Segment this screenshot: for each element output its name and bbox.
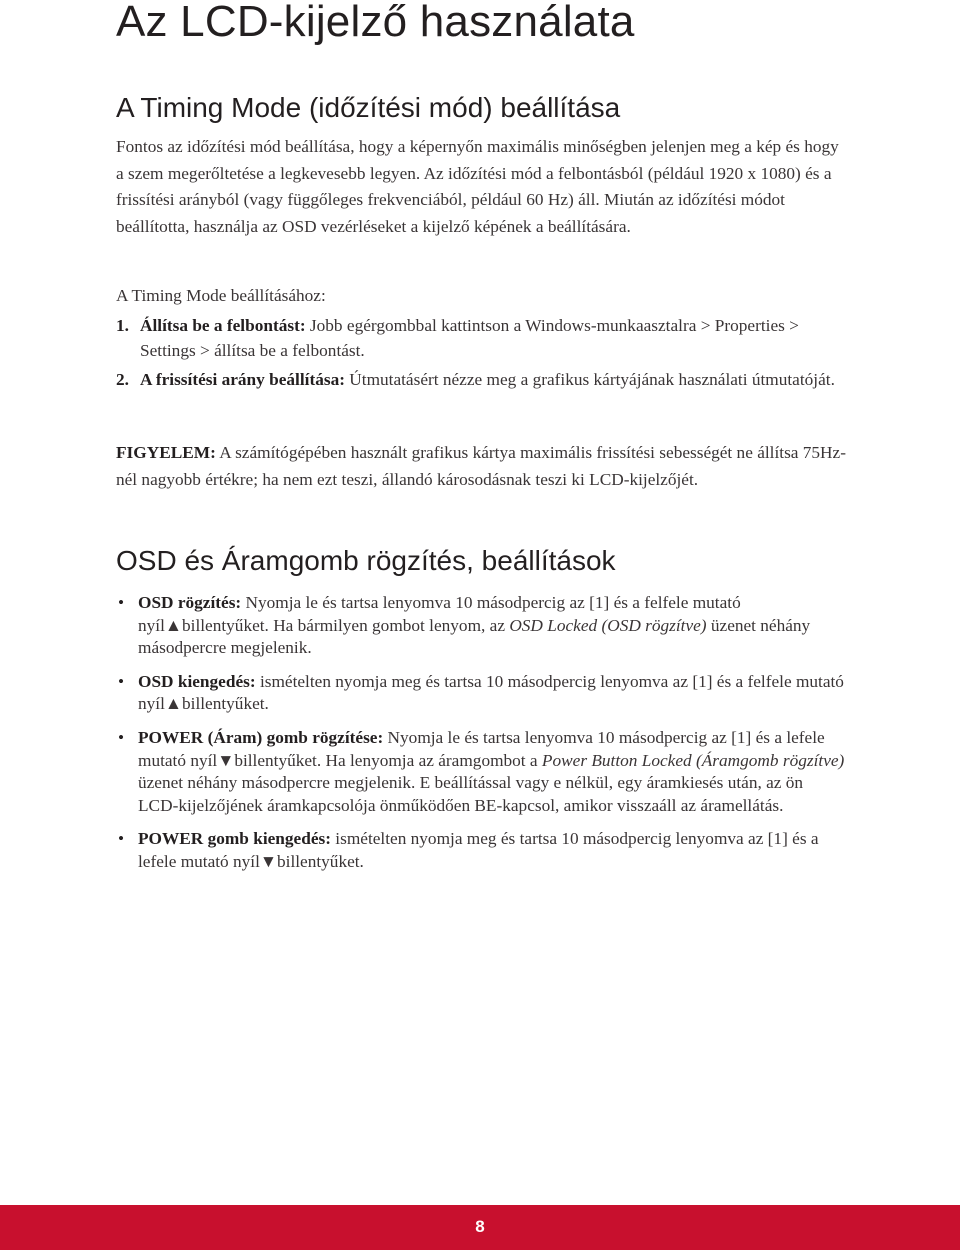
- item-text: Nyomja le és tartsa lenyomva 10 másodpercig az [1] és a lefele mutató nyíl: [138, 727, 825, 770]
- osd-heading: OSD és Áramgomb rögzítés, beállítások: [116, 545, 616, 576]
- item-text-end: üzenet néhány másodpercre megjelenik.: [138, 615, 811, 658]
- step-text: Útmutatásért nézze meg a grafikus kártyájának használati útmutatóját.: [344, 370, 835, 389]
- item-text-continued: billentyűket. Ha lenyomja az áramgombot a: [234, 750, 542, 770]
- bullet-icon: •: [118, 671, 125, 691]
- item-text-end: üzenet néhány másodpercre megjelenik. E beállítással vagy e nélkül, egy áramkiesés után, az ön LCD-kijelzőjének áramkapcsolója önműködően BE-kapcsol, amikor visszaáll az áramellátás.: [138, 773, 804, 815]
- down-arrow-icon: ▼: [217, 750, 235, 770]
- list-item-osd-lock: [116, 592, 846, 660]
- list-item-osd-unlock: [116, 671, 846, 716]
- step-label: Állítsa be a felbontást:: [140, 316, 306, 335]
- bullet-icon: •: [118, 829, 125, 849]
- warning-paragraph: [116, 440, 846, 493]
- step-label: A frissítési arány beállítása:: [140, 370, 345, 389]
- page-number: 8: [475, 1217, 485, 1236]
- item-text-continued: billentyűket.: [182, 694, 269, 714]
- power-locked-message: Power Button Locked (Áramgomb rögzítve): [541, 750, 845, 770]
- item-label: OSD kiengedés:: [138, 671, 256, 691]
- warning-label: FIGYELEM:: [116, 443, 216, 462]
- bullet-icon: •: [118, 593, 125, 612]
- timing-intro-paragraph: Fontos az időzítési mód beállítása, hogy a képernyőn maximális minőségben jelenjen meg a kép és hogy a szem megerőltetése a legkevesebb legyen. Az időzítési mód a felbontásból (például 1920 x 1080) és a frissítési arányból (vagy függőleges frekvenciából, például 60 Hz) áll. Miután az időzítési módot beállította, használja az OSD vezérléseket a kijelző képének a beállítására.: [116, 137, 839, 236]
- step-text: Jobb egérgombbal kattintson a Windows-munkaasztalra > Properties > Settings > állítsa be a felbontást.: [140, 316, 799, 360]
- down-arrow-icon: ▼: [259, 851, 277, 871]
- up-arrow-icon: ▲: [164, 694, 182, 714]
- item-text-continued: billentyűket.: [277, 851, 364, 871]
- timing-step-2: [116, 368, 846, 393]
- timing-steps-intro: A Timing Mode beállításához:: [116, 286, 326, 305]
- bullet-icon: •: [118, 727, 125, 747]
- item-label: POWER (Áram) gomb rögzítése:: [138, 727, 384, 747]
- up-arrow-icon: ▲: [164, 615, 182, 635]
- osd-locked-message: OSD Locked (OSD rögzítve): [509, 615, 707, 635]
- item-text: ismételten nyomja meg és tartsa 10 másodpercig lenyomva az [1] és a felfele mutató nyíl: [138, 671, 844, 714]
- item-text: Nyomja le és tartsa lenyomva 10 másodpercig az [1] és a felfele mutató nyíl: [138, 593, 741, 635]
- osd-bullet-list: [116, 592, 846, 874]
- item-label: POWER gomb kiengedés:: [138, 829, 331, 849]
- list-item-power-lock: [116, 727, 846, 817]
- item-text: ismételten nyomja meg és tartsa 10 másodpercig lenyomva az [1] és a lefele mutató nyíl: [138, 829, 819, 871]
- footer-bar: [0, 1205, 960, 1250]
- step-number: 1.: [116, 316, 129, 335]
- timing-step-1: [116, 314, 846, 363]
- item-label: OSD rögzítés:: [138, 593, 242, 612]
- step-number: 2.: [116, 370, 129, 389]
- page-title: Az LCD-kijelző használata: [116, 0, 635, 46]
- warning-text: A számítógépében használt grafikus kártya maximális frissítési sebességét ne állítsa 75Hz-nél nagyobb értékre; ha nem ezt teszi, állandó károsodásnak teszi ki LCD-kijelzőjét.: [116, 443, 846, 489]
- item-text-continued: billentyűket. Ha bármilyen gombot lenyom, az: [182, 615, 510, 635]
- list-item-power-unlock: [116, 828, 846, 873]
- timing-mode-heading: A Timing Mode (időzítési mód) beállítása: [116, 92, 621, 123]
